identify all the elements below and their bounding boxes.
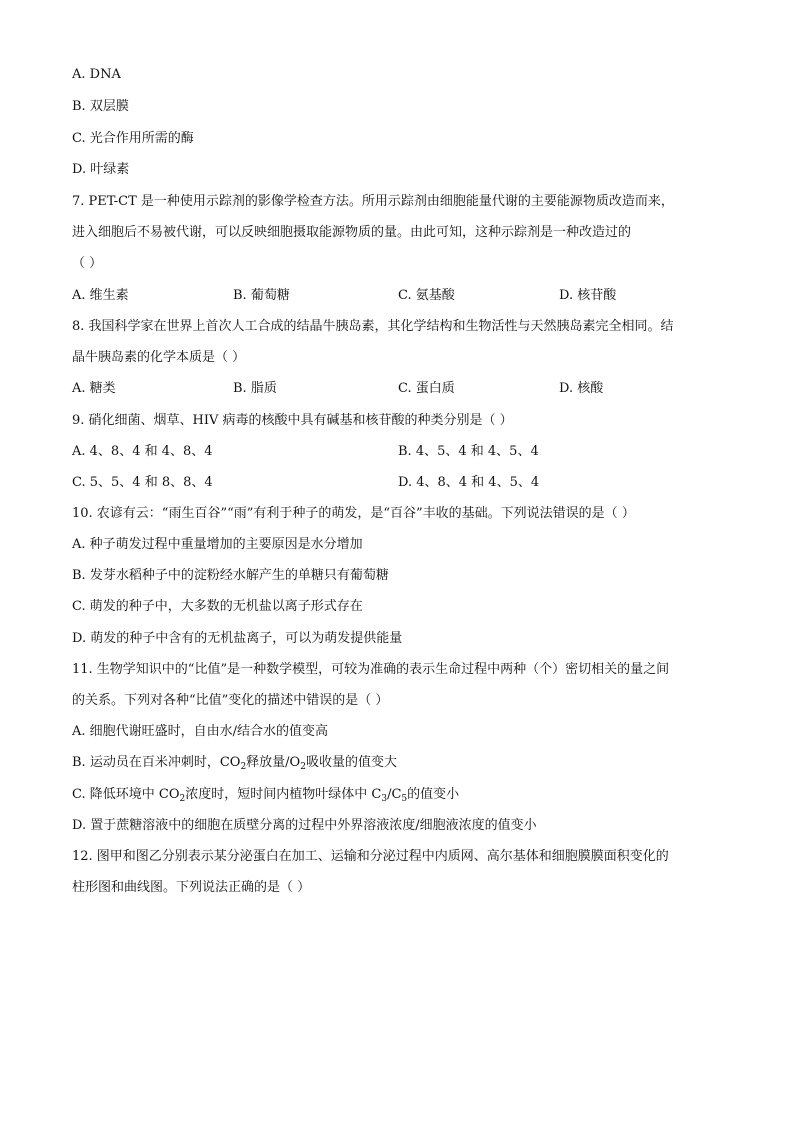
q8-stem-line2: 晶牛胰岛素的化学本质是（ ） — [72, 350, 246, 365]
subscript: 5 — [401, 794, 408, 804]
q11-option-c-text4: 的值变小 — [407, 787, 460, 802]
q11-option-a: A. 细胞代谢旺盛时，自由水/结合水的值变高 — [72, 724, 329, 739]
subscript: 2 — [240, 762, 247, 772]
q12-stem-line2: 柱形图和曲线图。下列说法正确的是（ ） — [72, 880, 311, 895]
q11-option-c-text2: 浓度时，短时间内植物叶绿体中 C — [185, 787, 382, 802]
q9-stem: 9. 硝化细菌、烟草、HIV 病毒的核酸中具有碱基和核苷酸的种类分别是（ ） — [72, 413, 513, 428]
q8-option-a: A. 糖类 — [72, 381, 116, 396]
q7-option-c: C. 氨基酸 — [398, 288, 455, 303]
q9-option-b: B. 4、5、4 和 4、5、4 — [398, 444, 539, 459]
q8-option-d: D. 核酸 — [559, 381, 604, 396]
subscript: 2 — [300, 762, 306, 772]
q11-option-d: D. 置于蔗糖溶液中的细胞在质壁分离的过程中外界溶液浓度/细胞液浓度的值变小 — [72, 818, 537, 833]
subscript: 2 — [179, 794, 186, 804]
subscript: 3 — [381, 794, 388, 804]
q9-option-a: A. 4、8、4 和 4、8、4 — [72, 444, 213, 459]
q7-stem-line1: 7. PET-CT 是一种使用示踪剂的影像学检查方法。所用示踪剂由细胞能量代谢的主要能源物质改造而来， — [72, 194, 674, 209]
q10-option-d: D. 萌发的种子中含有的无机盐离子，可以为萌发提供能量 — [72, 631, 403, 646]
q11-option-b-text2: 释放量/O — [246, 755, 301, 770]
q6-option-b: B. 双层膜 — [72, 99, 129, 114]
q7-option-d: D. 核苷酸 — [559, 288, 617, 303]
q8-option-b: B. 脂质 — [233, 381, 277, 396]
q8-option-c: C. 蛋白质 — [398, 381, 455, 396]
q10-stem: 10. 农谚有云：“雨生百谷”“雨”有利于种子的萌发，是“百谷”丰收的基础。下列说法错误的是（ ） — [72, 506, 635, 521]
q11-option-b-text3: 吸收量的值变大 — [305, 755, 397, 770]
q10-option-a: A. 种子萌发过程中重量增加的主要原因是水分增加 — [72, 537, 363, 552]
q6-option-a: A. DNA — [72, 67, 121, 82]
q11-option-b-text1: B. 运动员在百米冲刺时，CO — [72, 755, 241, 770]
q8-stem-line1: 8. 我国科学家在世界上首次人工合成的结晶牛胰岛素，其化学结构和生物活性与天然胰岛素完全相同。结 — [72, 319, 674, 334]
q11-option-c-text3: /C — [387, 787, 402, 802]
q11-stem-line1: 11. 生物学知识中的“比值”是一种数学模型，可较为准确的表示生命过程中两种（个）密切相关的量之间 — [72, 662, 670, 677]
q10-option-c: C. 萌发的种子中，大多数的无机盐以离子形式存在 — [72, 599, 363, 614]
q9-option-c: C. 5、5、4 和 8、8、4 — [72, 475, 213, 490]
q7-option-a: A. 维生素 — [72, 288, 129, 303]
q9-option-d: D. 4、8、4 和 4、5、4 — [398, 475, 540, 490]
q11-option-b — [72, 754, 397, 772]
q7-answer-blank: （ ） — [72, 256, 103, 271]
q7-stem-line2: 进入细胞后不易被代谢，可以反映细胞摄取能源物质的量。由此可知，这种示踪剂是一种改造过的 — [72, 225, 632, 240]
q11-option-c — [72, 786, 459, 804]
q7-option-b: B. 葡萄糖 — [233, 288, 290, 303]
q6-option-c: C. 光合作用所需的酶 — [72, 131, 194, 146]
q10-option-b: B. 发芽水稻种子中的淀粉经水解产生的单糖只有葡萄糖 — [72, 568, 389, 583]
q12-stem-line1: 12. 图甲和图乙分别表示某分泌蛋白在加工、运输和分泌过程中内质网、高尔基体和细胞膜膜面积变化的 — [72, 849, 669, 864]
q11-option-c-text1: C. 降低环境中 CO — [72, 787, 180, 802]
q6-option-d: D. 叶绿素 — [72, 162, 130, 177]
q11-stem-line2: 的关系。下列对各种“比值”变化的描述中错误的是（ ） — [72, 693, 389, 708]
